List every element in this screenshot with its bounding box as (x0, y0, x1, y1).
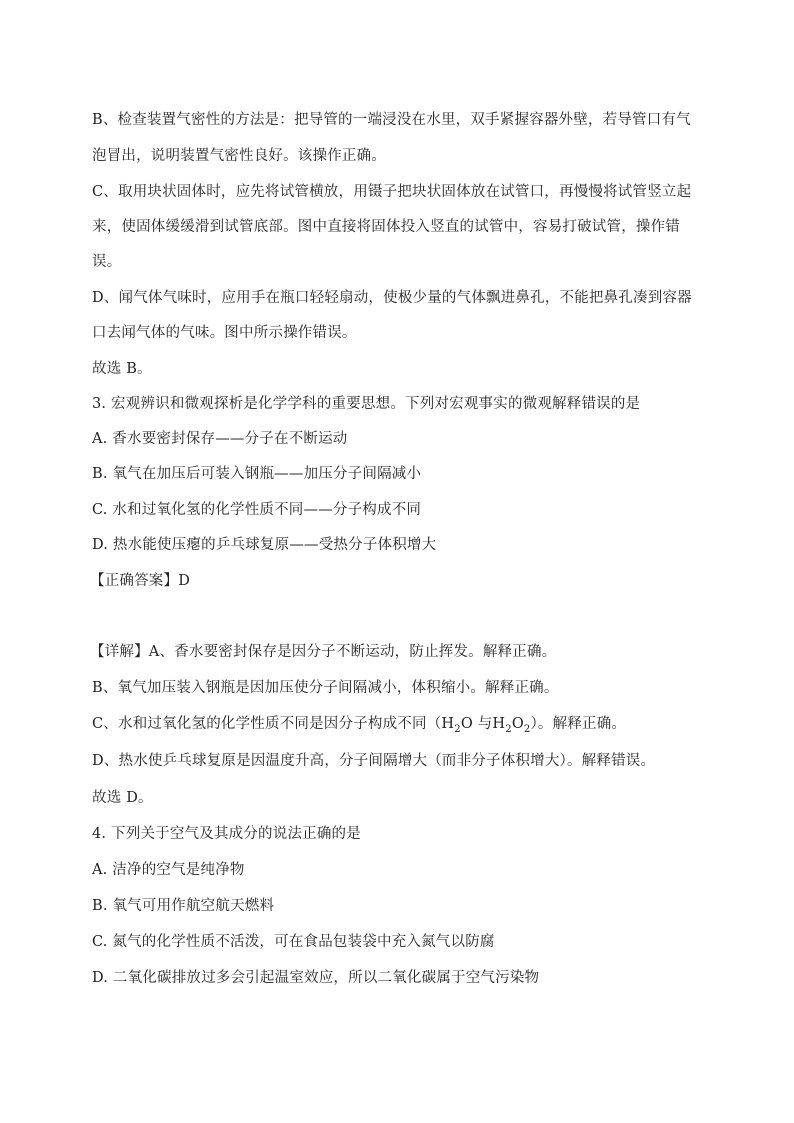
q2-explanation-c-line2: 来，使固体缓缓滑到试管底部。图中直接将固体投入竖直的试管中，容易打破试管，操作错 (92, 219, 680, 235)
q3-option-c: C. 水和过氧化氢的化学性质不同——分子构成不同 (92, 502, 422, 518)
formula-subscript: 2 (505, 724, 512, 735)
q2-explanation-c-line3: 误。 (92, 254, 122, 270)
formula-subscript: 2 (454, 724, 461, 735)
q3-option-d: D. 热水能使压瘪的乒乓球复原——受热分子体积增大 (92, 537, 437, 553)
q2-explanation-d-line1: D、闻气体气味时，应用手在瓶口轻轻扇动，使极少量的气体飘进鼻孔，不能把鼻孔凑到容器 (92, 290, 692, 306)
q2-conclusion: 故选 B。 (92, 361, 152, 377)
q4-option-c: C. 氮气的化学性质不活泼，可在食品包装袋中充入氮气以防腐 (92, 934, 495, 950)
q2-explanation-c-line1: C、取用块状固体时，应先将试管横放，用镊子把块状固体放在试管口，再慢慢将试管竖立起 (92, 184, 692, 200)
q3-option-b: B. 氧气在加压后可装入钢瓶——加压分子间隔减小 (92, 466, 422, 482)
q3-detail-c-prefix: C、水和过氧化氢的化学性质不同是因分子构成不同（H (92, 716, 455, 732)
q4-option-a: A. 洁净的空气是纯净物 (92, 862, 245, 878)
q3-detail-c-mid: O 与H (460, 716, 506, 732)
q3-answer: 【正确答案】D (90, 573, 191, 589)
q3-detail-c-suffix: ）。解释正确。 (530, 716, 627, 732)
q4-option-b: B. 氧气可用作航空航天燃料 (92, 898, 275, 914)
q3-stem: 3. 宏观辨识和微观探析是化学学科的重要思想。下列对宏观事实的微观解释错误的是 (92, 396, 641, 412)
q2-explanation-b-line1: B、检查装置气密性的方法是：把导管的一端浸没在水里，双手紧握容器外壁，若导管口有气 (92, 112, 691, 128)
formula-subscript: 2 (523, 724, 531, 735)
q3-detail-c (92, 714, 712, 736)
q3-conclusion: 故选 D。 (92, 790, 153, 806)
q2-explanation-d-line2: 口去闻气体的气味。图中所示操作错误。 (92, 325, 357, 341)
q4-stem: 4. 下列关于空气及其成分的说法正确的是 (92, 826, 361, 842)
q3-detail-c-mid2: O (511, 716, 524, 732)
q3-option-a: A. 香水要密封保存——分子在不断运动 (92, 431, 348, 447)
q3-detail-a: 【详解】A、香水要密封保存是因分子不断运动，防止挥发。解释正确。 (90, 644, 557, 660)
q3-detail-b: B、氧气加压装入钢瓶是因加压使分子间隔减小，体积缩小。解释正确。 (92, 680, 559, 696)
q3-detail-d: D、热水使乒乓球复原是因温度升高，分子间隔增大（而非分子体积增大）。解释错误。 (92, 753, 656, 769)
q2-explanation-b-line2: 泡冒出，说明装置气密性良好。该操作正确。 (92, 148, 386, 164)
q4-option-d: D. 二氧化碳排放过多会引起温室效应，所以二氧化碳属于空气污染物 (92, 970, 540, 986)
